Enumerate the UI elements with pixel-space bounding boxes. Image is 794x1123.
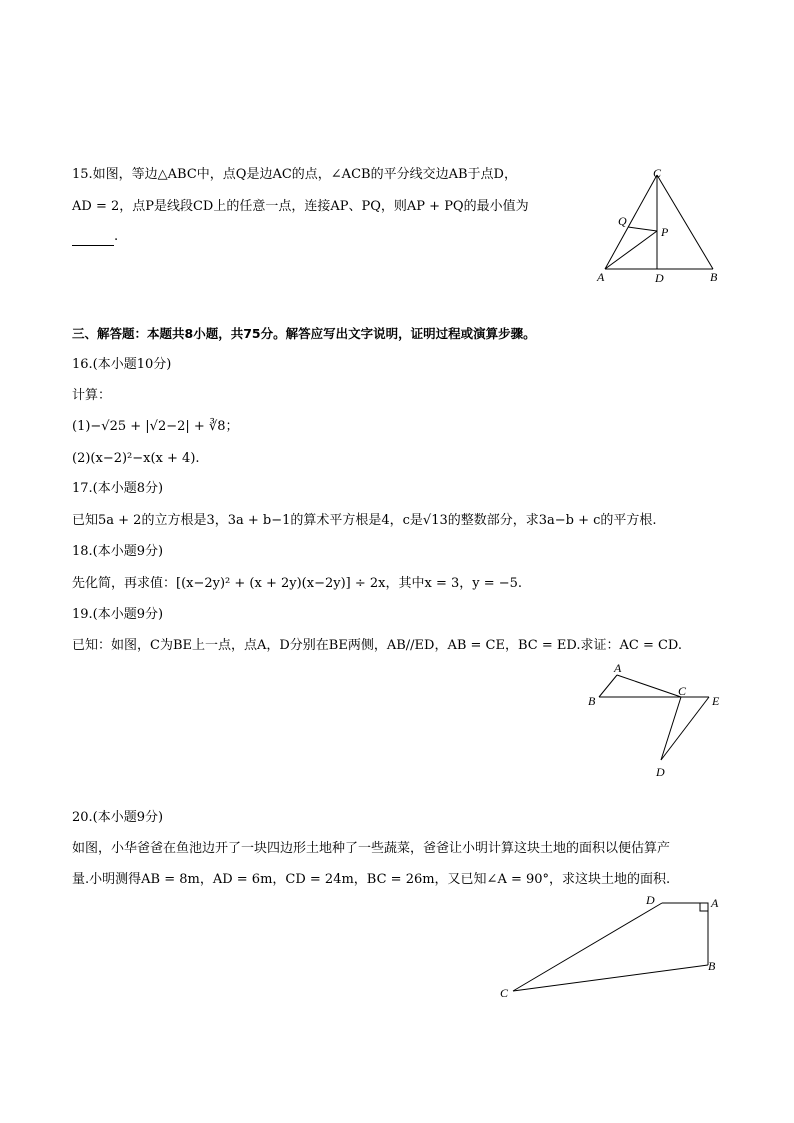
q16-part1: (1)−√25 + |√2−2| + ∛8；: [72, 419, 239, 434]
segment-ac: [617, 675, 681, 697]
label-c: C: [653, 166, 662, 180]
q20-line2: 量.小明测得AB = 8m，AD = 6m，CD = 24m，BC = 26m，又已知∠A = 90°，求这块土地的面积.: [72, 872, 671, 887]
label-b: B: [588, 694, 596, 708]
label-b: B: [710, 270, 718, 284]
label-q: Q: [618, 214, 627, 228]
label-p: P: [661, 225, 669, 239]
label-a: A: [711, 896, 719, 910]
label-c: C: [678, 684, 687, 698]
label-d: D: [646, 893, 655, 907]
label-a: A: [614, 661, 622, 675]
label-d: D: [656, 765, 665, 779]
q19-title: 19.(本小题9分): [72, 607, 164, 622]
q18-text: 先化简，再求值：[(x−2y)² + (x + 2y)(x−2y)] ÷ 2x，其中x = 3，y = −5.: [72, 576, 523, 591]
section3-heading: 三、解答题：本题共8小题，共75分。解答应写出文字说明，证明过程或演算步骤。: [72, 326, 536, 341]
segment-ed: [661, 697, 709, 760]
q19-text: 已知：如图，C为BE上一点，点A，D分别在BE两侧，AB//ED，AB = CE，BC = ED.求证：AC = CD.: [72, 638, 683, 653]
side-ac: [605, 175, 657, 269]
q15-line3: [72, 228, 118, 246]
side-cb: [657, 175, 713, 269]
q15-period: .: [114, 229, 119, 244]
label-c: C: [500, 986, 509, 1000]
q19-figure: [585, 660, 725, 782]
q17-title: 17.(本小题8分): [72, 481, 164, 496]
q18-title: 18.(本小题9分): [72, 544, 164, 559]
q20-title: 20.(本小题9分): [72, 810, 164, 825]
q16-part2: (2)(x−2)²−x(x + 4).: [72, 451, 200, 466]
right-angle-marker: [700, 903, 708, 911]
segment-bc: [513, 965, 708, 991]
q15-line2: AD = 2，点P是线段CD上的任意一点，连接AP、PQ，则AP + PQ的最小值为: [72, 199, 529, 214]
label-b: B: [708, 959, 716, 973]
label-a: A: [597, 270, 605, 284]
answer-blank: [72, 233, 114, 246]
q20-quadrilateral-figure: [495, 890, 730, 1002]
q15-triangle-figure: [595, 165, 725, 287]
label-d: D: [655, 271, 664, 285]
segment-cd: [513, 903, 662, 991]
segment-ab: [599, 675, 617, 697]
q16-title: 16.(本小题10分): [72, 357, 172, 372]
segment-cd: [661, 697, 681, 760]
q17-text: 已知5a + 2的立方根是3，3a + b−1的算术平方根是4，c是√13的整数部分，求3a−b + c的平方根.: [72, 513, 657, 528]
q20-line1: 如图，小华爸爸在鱼池边开了一块四边形土地种了一些蔬菜，爸爸让小明计算这块土地的面积以便估算产: [72, 841, 671, 856]
q15-line1: 15.如图，等边△ABC中，点Q是边AC的点，∠ACB的平分线交边AB于点D，: [72, 167, 517, 182]
q16-prompt: 计算：: [72, 388, 112, 403]
label-e: E: [712, 694, 720, 708]
segment-ap: [605, 231, 657, 269]
segment-qp: [628, 227, 657, 231]
